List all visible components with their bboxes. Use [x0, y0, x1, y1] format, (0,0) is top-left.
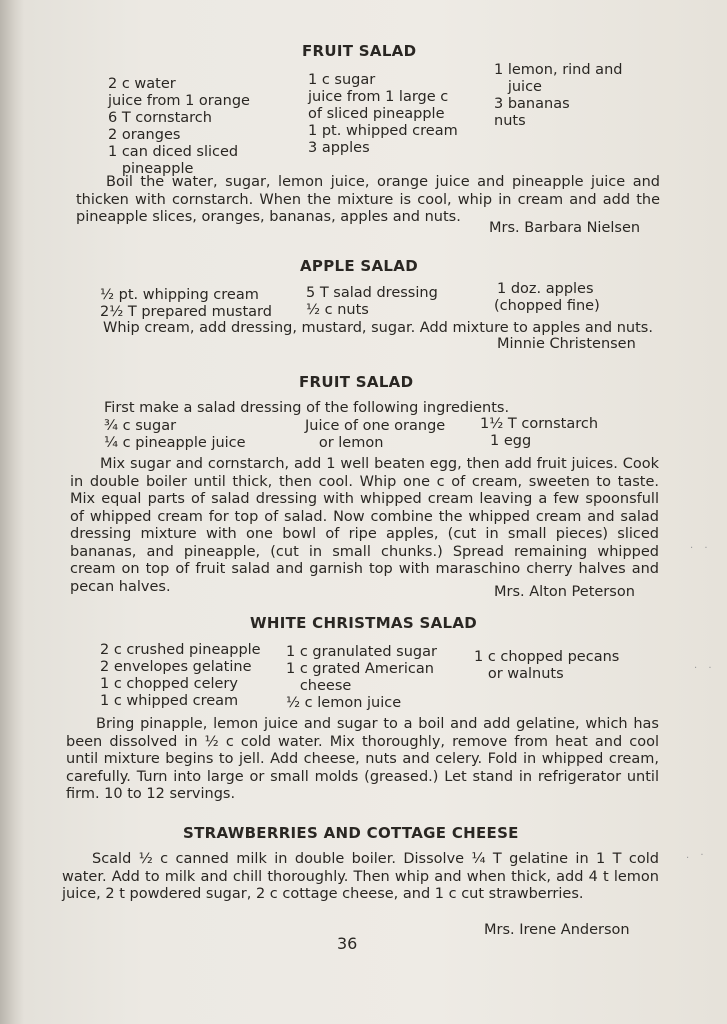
ingredient-column [108, 76, 250, 178]
ingredient: Juice of one orange [305, 418, 446, 434]
ingredient: 2 oranges [108, 127, 181, 143]
ingredient: of sliced pineapple [308, 106, 445, 122]
recipe-author: Minnie Christensen [497, 336, 636, 352]
ingredient: cheese [286, 678, 352, 694]
paper-speck: . · [686, 850, 708, 861]
ingredient: 1½ T cornstarch [480, 416, 599, 432]
ingredient-column [474, 649, 619, 683]
ingredient: 1 c whipped cream [100, 693, 239, 709]
ingredient: 2½ T prepared mustard [100, 304, 272, 320]
ingredient: nuts [494, 113, 526, 129]
ingredient-column [100, 642, 261, 710]
ingredient: 5 T salad dressing [306, 285, 438, 301]
ingredient: 1 pt. whipped cream [308, 123, 458, 139]
recipe-author: Mrs. Alton Peterson [494, 584, 635, 600]
ingredient: 3 bananas [494, 96, 570, 112]
ingredient: 2 c water [108, 76, 176, 92]
recipe-title: FRUIT SALAD [299, 373, 414, 391]
ingredient: juice from 1 orange [108, 93, 250, 109]
ingredient: 1 egg [490, 433, 532, 449]
ingredient-column [305, 418, 445, 452]
ingredient: ½ c nuts [306, 302, 369, 318]
recipe-directions: Mix sugar and cornstarch, add 1 well beaten egg, then add fruit juices. Cook in double boiler until thick, then cool. Whip one c of cream, sweeten to taste. Mix equal parts of salad dressing with whipped cream leaving a few spoonsfull of whipped cream for top of salad. Now combine the whipped cream and salad dressing mixture with one bowl of ripe apples, (cut in small pieces) sliced bananas, and pineapple, (cut in small chunks.) Spread remaining whipped cream on top of fruit salad and garnish top with maraschino cherry halves and pecan halves. [70, 456, 659, 595]
recipe-directions: Boil the water, sugar, lemon juice, orange juice and pineapple juice and thicken with cornstarch. When the mixture is cool, whip in cream and add the pineapple slices, oranges, bananas, apples and nuts. [76, 174, 660, 225]
ingredient: ½ c lemon juice [286, 695, 402, 711]
ingredient: ¼ c pineapple juice [104, 435, 246, 451]
ingredient-column [100, 287, 272, 321]
paper-speck: . . [690, 540, 712, 551]
ingredient: ½ pt. whipping cream [100, 287, 259, 303]
ingredient: ¾ c sugar [104, 418, 177, 434]
ingredient: 1 c sugar [308, 72, 376, 88]
recipe-author: Mrs. Irene Anderson [484, 922, 630, 938]
ingredient-column [104, 418, 246, 452]
ingredient-column [286, 644, 437, 712]
ingredient: juice from 1 large c [308, 89, 449, 105]
recipe-title: FRUIT SALAD [302, 42, 417, 60]
book-spine-shadow [0, 0, 24, 1024]
ingredient: pineapple [108, 161, 194, 177]
ingredient: (chopped fine) [494, 298, 600, 314]
ingredient: juice [494, 79, 542, 95]
ingredient: 1 c chopped celery [100, 676, 238, 692]
ingredient: 1 can diced sliced [108, 144, 239, 160]
ingredient: 6 T cornstarch [108, 110, 212, 126]
recipe-intro: First make a salad dressing of the following ingredients. [104, 400, 510, 416]
paper-speck: . . [694, 660, 716, 671]
ingredient: 2 envelopes gelatine [100, 659, 252, 675]
ingredient-column [494, 281, 600, 315]
ingredient: 3 apples [308, 140, 370, 156]
ingredient: 1 lemon, rind and [494, 62, 623, 78]
ingredient-column [480, 416, 598, 450]
recipe-title: STRAWBERRIES AND COTTAGE CHEESE [183, 824, 519, 842]
recipe-title: WHITE CHRISTMAS SALAD [250, 614, 478, 632]
ingredient: or walnuts [474, 666, 564, 682]
ingredient: or lemon [305, 435, 384, 451]
recipe-directions: Whip cream, add dressing, mustard, sugar. Add mixture to apples and nuts. [103, 320, 653, 336]
recipe-directions: Scald ½ c canned milk in double boiler. Dissolve ¼ T gelatine in 1 T cold water. Add to milk and chill thoroughly. Then whip and when thick, add 4 t lemon juice, 2 t powdered sugar, 2 c cottage cheese, and 1 c cut strawberries. [62, 851, 659, 902]
recipe-author: Mrs. Barbara Nielsen [489, 220, 641, 236]
ingredient: 1 c granulated sugar [286, 644, 437, 660]
page-number: 36 [337, 934, 358, 953]
ingredient: 1 doz. apples [497, 281, 594, 297]
ingredient: 2 c crushed pineapple [100, 642, 261, 658]
ingredient-column [308, 72, 458, 157]
recipe-title: APPLE SALAD [300, 257, 418, 275]
recipe-directions: Bring pinapple, lemon juice and sugar to a boil and add gelatine, which has been dissolved in ½ c cold water. Mix thoroughly, remove from heat and cool until mixture begins to jell. Add cheese, nuts and celery. Fold in whipped cream, carefully. Turn into large or small molds (greased.) Let stand in refrigerator until firm. 10 to 12 servings. [66, 716, 659, 802]
ingredient: 1 c grated American [286, 661, 434, 677]
ingredient: 1 c chopped pecans [474, 649, 620, 665]
ingredient-column [494, 62, 622, 130]
ingredient-column [306, 285, 438, 319]
